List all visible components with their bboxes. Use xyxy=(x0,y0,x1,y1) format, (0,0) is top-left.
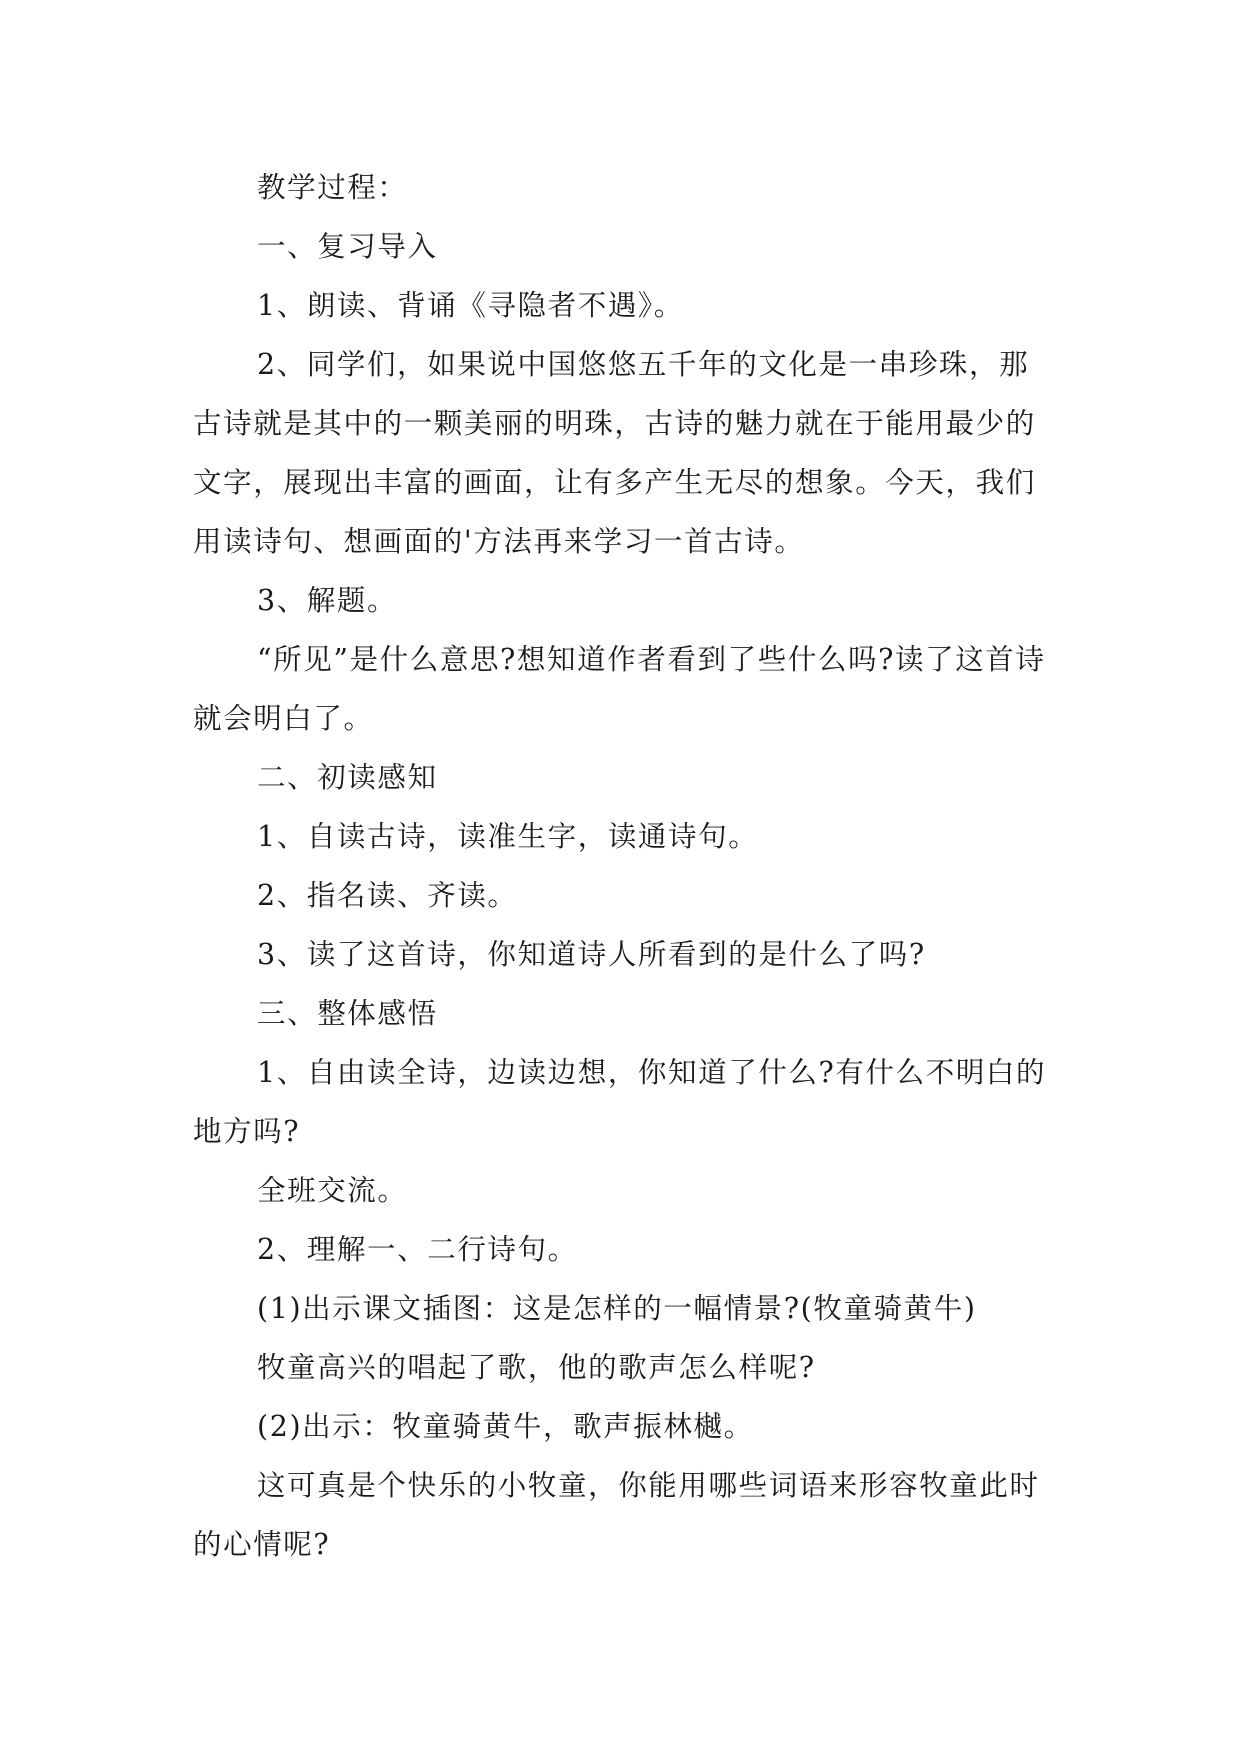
paragraph-section-first-reading: 二、初读感知 xyxy=(257,761,438,794)
paragraph-section-overall-understanding: 三、整体感悟 xyxy=(257,997,438,1030)
paragraph-review-step-3: 3、解题。 xyxy=(257,584,398,617)
paragraph-shepherd-singing: 牧童高兴的唱起了歌，他的歌声怎么样呢? xyxy=(257,1351,816,1384)
paragraph-understanding-step-1: 1、自由读全诗，边读边想，你知道了什么?有什么不明白的地方吗? xyxy=(193,1056,1047,1148)
paragraph-title-explanation: “所见”是什么意思?想知道作者看到了些什么吗?读了这首诗就会明白了。 xyxy=(193,643,1046,735)
paragraph-class-discussion: 全班交流。 xyxy=(257,1174,408,1207)
paragraph-review-step-1: 1、朗读、背诵《寻隐者不遇》。 xyxy=(257,289,684,322)
paragraph-section-review-intro: 一、复习导入 xyxy=(257,230,438,263)
paragraph-review-step-2: 2、同学们，如果说中国悠悠五千年的文化是一串珍珠，那古诗就是其中的一颗美丽的明珠，古诗的魅力就在于能用最少的文字，展现出丰富的画面，让有多产生无尽的想象。今天，我们用读诗句、想画面的'方法再来学习一首古诗。 xyxy=(193,348,1036,558)
paragraph-first-reading-step-1: 1、自读古诗，读准生字，读通诗句。 xyxy=(257,820,759,853)
paragraph-show-illustration: (1)出示课文插图：这是怎样的一幅情景?(牧童骑黄牛) xyxy=(257,1292,977,1325)
paragraph-shepherd-mood-question: 这可真是个快乐的小牧童，你能用哪些词语来形容牧童此时的心情呢? xyxy=(193,1469,1040,1561)
paragraph-show-poem-line: (2)出示：牧童骑黄牛，歌声振林樾。 xyxy=(257,1410,754,1443)
document-body xyxy=(193,158,1055,1574)
paragraph-first-reading-step-3: 3、读了这首诗，你知道诗人所看到的是什么了吗? xyxy=(257,938,926,971)
paragraph-teaching-process-heading: 教学过程： xyxy=(257,171,408,204)
paragraph-understanding-step-2: 2、理解一、二行诗句。 xyxy=(257,1233,578,1266)
paragraph-first-reading-step-2: 2、指名读、齐读。 xyxy=(257,879,518,912)
